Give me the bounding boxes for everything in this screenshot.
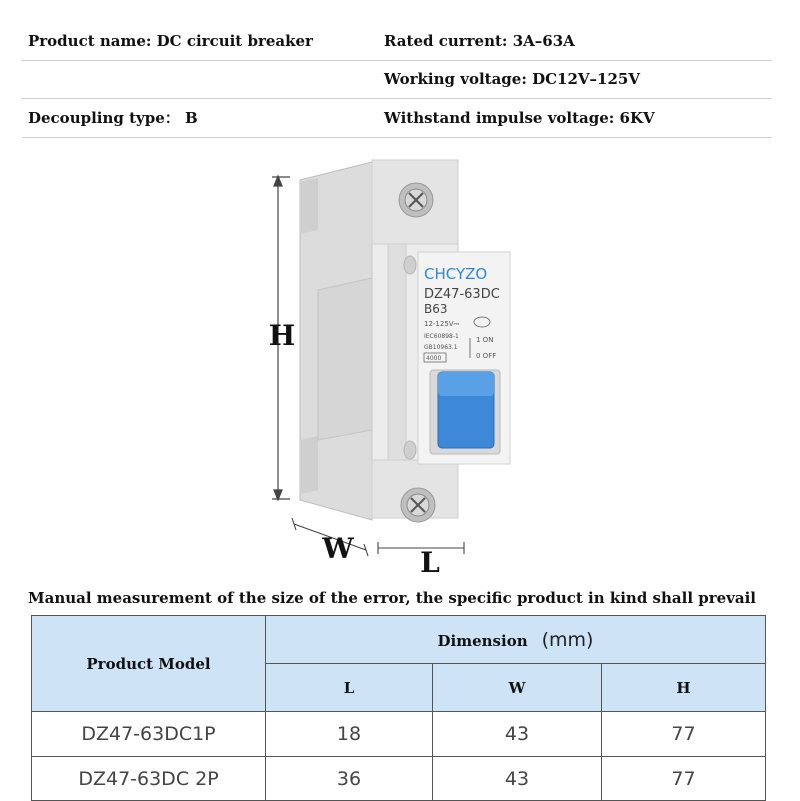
table-row bbox=[32, 757, 766, 801]
row-value-w: 43 bbox=[433, 757, 602, 801]
breaking-label: 4000 bbox=[426, 355, 442, 362]
column-header-l: L bbox=[266, 664, 433, 712]
measurement-note: Manual measurement of the size of the error, the specific product in kind shall prevail bbox=[28, 589, 757, 607]
spec-row-1 bbox=[22, 22, 772, 61]
toggle-lever bbox=[430, 370, 500, 454]
voltage-label: 12-125V⎓ bbox=[424, 320, 460, 328]
dimension-table bbox=[31, 615, 766, 801]
unit-label: (mm) bbox=[541, 628, 594, 651]
spec-row-3 bbox=[22, 99, 772, 138]
standard2-label: GB10963.1 bbox=[424, 344, 458, 351]
on-label: 1 ON bbox=[476, 336, 494, 344]
column-header-h: H bbox=[602, 664, 766, 712]
rated-current: Rated current: 3A–63A bbox=[384, 32, 575, 50]
dimension-header bbox=[266, 616, 766, 664]
product-name: Product name: DC circuit breaker bbox=[28, 32, 313, 50]
table-row bbox=[32, 712, 766, 757]
rating-label: B63 bbox=[424, 302, 448, 316]
row-model: DZ47-63DC1P bbox=[32, 712, 266, 757]
column-header-w: W bbox=[433, 664, 602, 712]
off-label: 0 OFF bbox=[476, 352, 497, 360]
model-label: DZ47-63DC bbox=[424, 287, 500, 302]
dim-w-label: W bbox=[322, 532, 354, 565]
row-value-h: 77 bbox=[602, 712, 766, 757]
spec-row-2 bbox=[22, 60, 772, 99]
standard1-label: IEC60898-1 bbox=[424, 333, 459, 340]
dim-l-label: L bbox=[420, 546, 440, 579]
row-value-h: 77 bbox=[602, 757, 766, 801]
row-value-l: 36 bbox=[266, 757, 433, 801]
working-voltage: Working voltage: DC12V–125V bbox=[384, 70, 641, 88]
dim-h-label: H bbox=[268, 319, 296, 352]
decoupling-type: Decoupling type： B bbox=[28, 109, 198, 127]
bottom-screw-icon bbox=[401, 488, 435, 522]
row-value-w: 43 bbox=[433, 712, 602, 757]
lower-hole bbox=[404, 441, 416, 459]
product-model-header: Product Model bbox=[32, 616, 266, 712]
dimension-header-label: Dimension bbox=[437, 631, 528, 650]
row-value-l: 18 bbox=[266, 712, 433, 757]
top-screw-icon bbox=[399, 183, 433, 217]
breaker-illustration bbox=[250, 150, 550, 580]
upper-hole bbox=[404, 256, 416, 274]
withstand-voltage: Withstand impulse voltage: 6KV bbox=[384, 109, 655, 127]
brand-label: CHCYZO bbox=[424, 265, 488, 283]
breaker-side bbox=[300, 162, 372, 520]
row-model: DZ47-63DC 2P bbox=[32, 757, 266, 801]
